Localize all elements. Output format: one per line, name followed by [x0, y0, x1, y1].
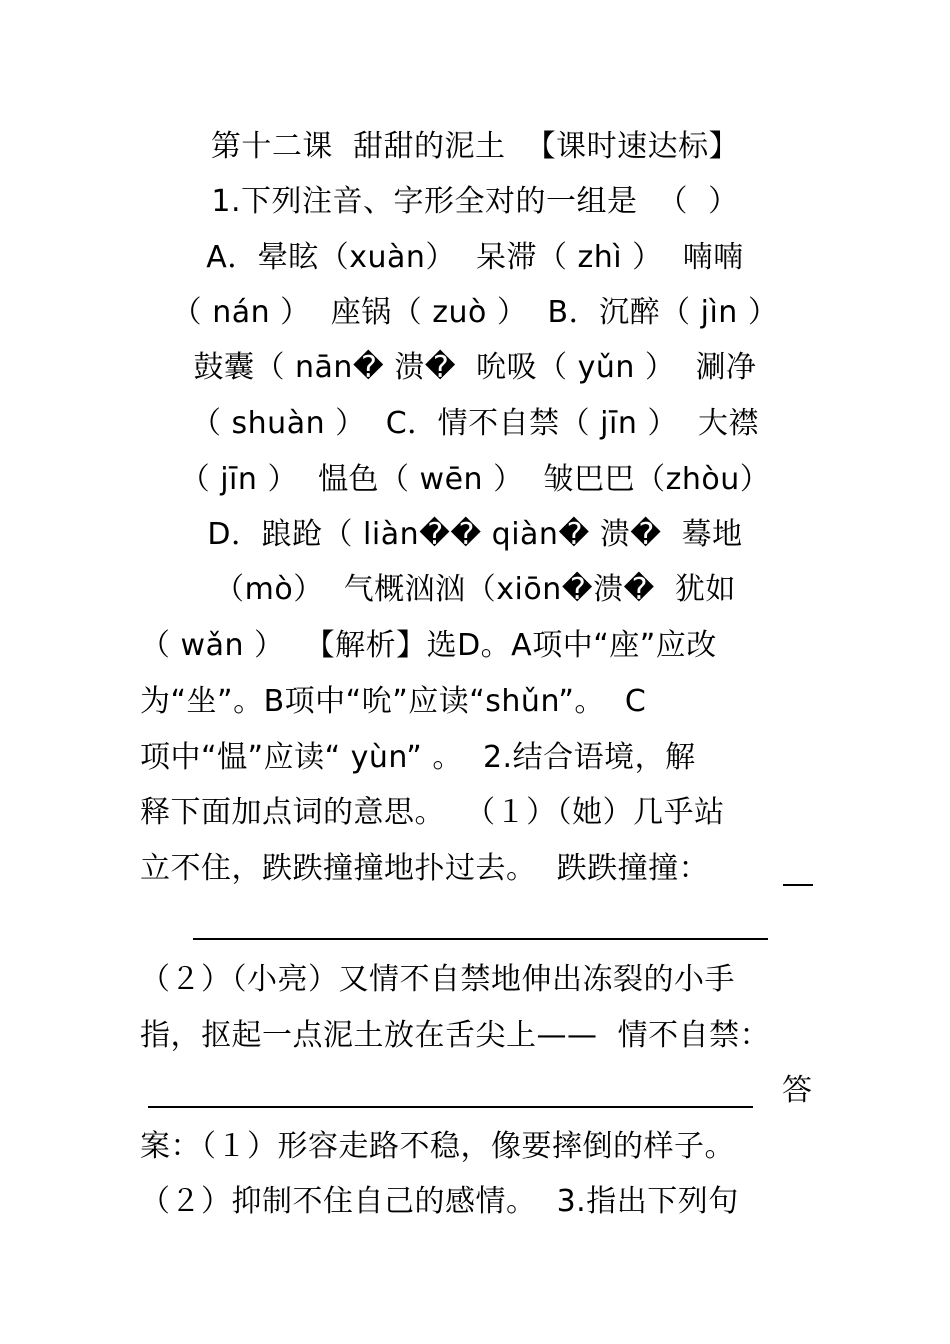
- option-b-continued-line: 鼓囊（ nān� 溃� 吮吸（ yǔn ） 涮净: [193, 350, 757, 385]
- analysis-line-1: （ wǎn ） 【解析】选D。A项中“座”应改: [140, 628, 717, 663]
- answer-line-2: （２）抑制不住自己的感情。 3.指出下列句: [140, 1184, 739, 1219]
- analysis-line-3: 项中“愠”应读“ yùn” 。 2.结合语境，解: [140, 740, 696, 775]
- answer-label-start: 答: [782, 1073, 813, 1108]
- analysis-line-2: 为“坐”。B项中“吮”应读“shǔn”。 C: [140, 684, 647, 719]
- answer-blank-1-start: [783, 884, 813, 886]
- option-c-line: （ shuàn ） C．情不自禁（ jīn ） 大襟: [191, 406, 759, 441]
- option-b-line: （ nán ） 座锅（ zuò ） B．沉醉（ jìn ）: [171, 295, 779, 330]
- answer-blank-2: [148, 1106, 753, 1108]
- lesson-title: 第十二课 甜甜的泥土 【课时速达标】: [210, 129, 740, 164]
- question-1-stem: 1.下列注音、字形全对的一组是 （ ）: [211, 184, 739, 219]
- question-2-line-2: 立不住，跌跌撞撞地扑过去。 跌跌撞撞：: [140, 851, 710, 886]
- answer-line-1: 案：（１）形容走路不稳，像要摔倒的样子。: [140, 1129, 735, 1164]
- question-2-line-4: 指，抠起一点泥土放在舌尖上—— 情不自禁：: [140, 1018, 771, 1053]
- option-d-line: D．踉跄（ liàn�� qiàn� 溃� 蓦地: [207, 517, 743, 552]
- option-a-line: A．晕眩（xuàn） 呆滞（ zhì ） 喃喃: [206, 240, 744, 275]
- question-2-line-1: 释下面加点词的意思。 （１）（她）几乎站: [140, 795, 725, 830]
- option-d-continued-line: （mò） 气概汹汹（xiōn�溃� 犹如: [214, 572, 736, 607]
- answer-blank-1: [193, 938, 768, 940]
- option-c-continued-line: （ jīn ） 愠色（ wēn ） 皱巴巴（zhòu）: [179, 462, 771, 497]
- question-2-line-3: （２）（小亮）又情不自禁地伸出冻裂的小手: [140, 962, 735, 997]
